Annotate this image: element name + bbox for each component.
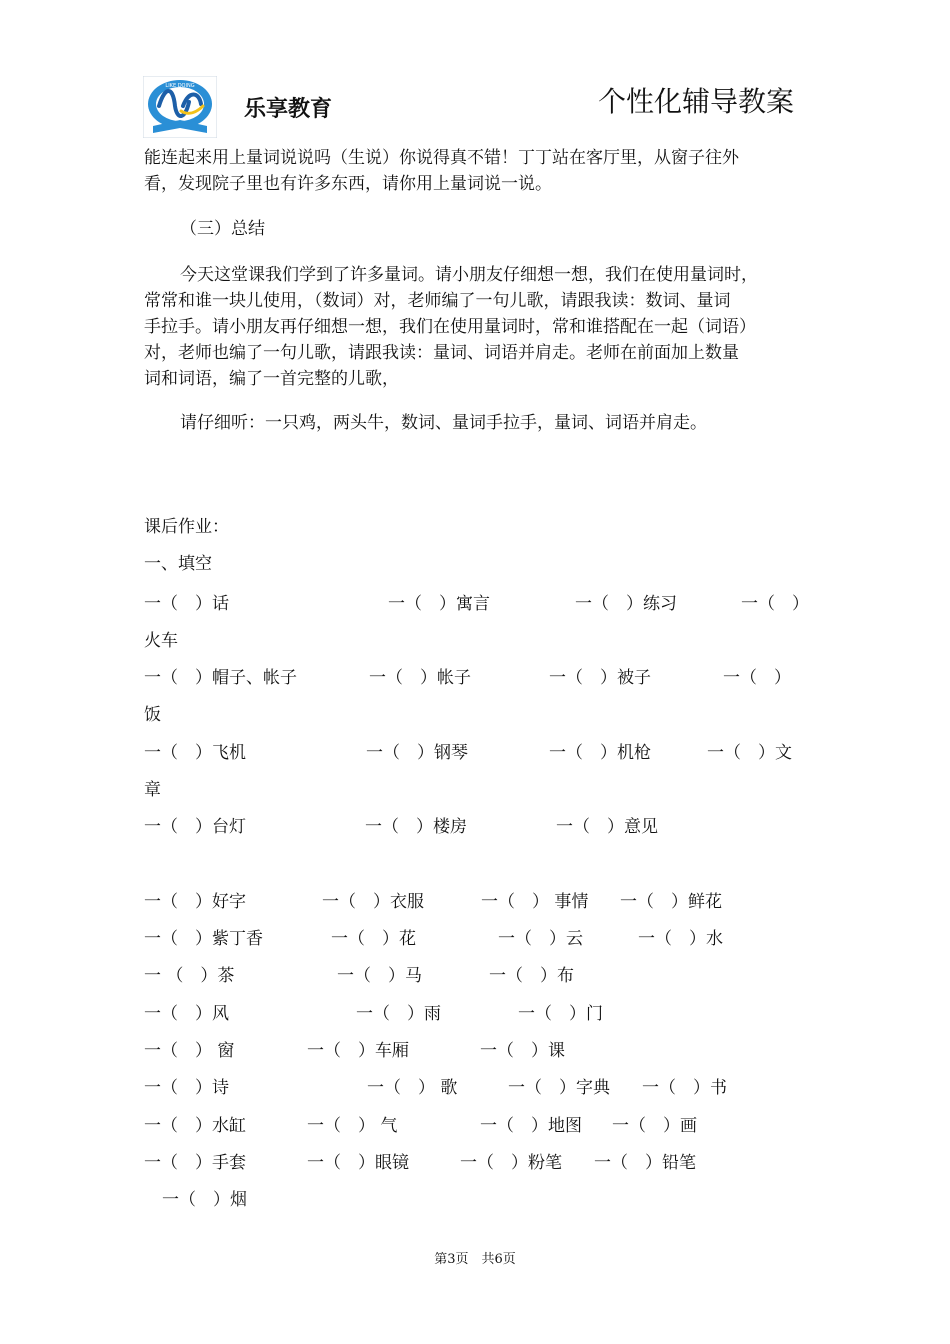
- exercise-item: 一（ ）机枪: [549, 743, 651, 763]
- exercise-item: 一（ ）好字: [144, 892, 246, 912]
- exercise-item: 一（ ）风: [144, 1004, 229, 1024]
- exercise-item: 一（ ）地图: [480, 1116, 582, 1136]
- exercise-item: 一（ ）钢琴: [366, 743, 468, 763]
- exercise-item: 一（ ）楼房: [365, 817, 467, 837]
- exercise-item: 一（ ）布: [489, 966, 574, 986]
- exercise-item: 一（ ）被子: [549, 668, 651, 688]
- exercise-item: 一（ ）水缸: [144, 1116, 246, 1136]
- paragraph-line: 手拉手。请小朋友再仔细想一想，我们在使用量词时，常和谁搭配在一起（词语）: [144, 317, 756, 337]
- exercise-item: 一（ ）帐子: [369, 668, 471, 688]
- exercise-item: 一（ ） 事情: [481, 892, 589, 912]
- homework-title: 课后作业：: [144, 517, 229, 537]
- page-header-title: 个性化辅导教案: [598, 85, 795, 118]
- exercise-item: 一（ ） 窗: [144, 1041, 235, 1061]
- exercise-item: 一（ ）字典: [508, 1078, 610, 1098]
- exercise-item: 一（ ）粉笔: [460, 1153, 562, 1173]
- exercise-item: 章: [144, 780, 161, 800]
- exercise-item: 一（ ）画: [612, 1116, 697, 1136]
- exercise-item: 一（ ）云: [498, 929, 583, 949]
- exercise-item: 一（ ）台灯: [144, 817, 246, 837]
- exercise-item: 一（ ）雨: [356, 1004, 441, 1024]
- exercise-item: 一（ ）课: [480, 1041, 565, 1061]
- exercise-item: 一（ ）花: [331, 929, 416, 949]
- exercise-item: 一（ ）紫丁香: [144, 929, 263, 949]
- exercise-item: 一（ ）寓言: [388, 594, 490, 614]
- exercise-item: 一（ ）门: [518, 1004, 603, 1024]
- paragraph-line: 看，发现院子里也有许多东西，请你用上量词说一说。: [144, 174, 552, 194]
- exercise-item: 一（ ）: [741, 594, 809, 614]
- exercise-item: 一（ ）: [723, 668, 791, 688]
- exercise-item: 一（ ）飞机: [144, 743, 246, 763]
- exercise-item: 一（ ）书: [642, 1078, 727, 1098]
- exercise-item: 一（ ）手套: [144, 1153, 246, 1173]
- exercise-item: 一（ ）车厢: [307, 1041, 409, 1061]
- homework-subtitle: 一、填空: [144, 554, 212, 574]
- exercise-item: 火车: [144, 631, 178, 651]
- logo-text: LIKE DOING: [165, 83, 195, 89]
- exercise-item: 一（ ）话: [144, 594, 229, 614]
- page-footer: 第3页 共6页: [434, 1252, 516, 1267]
- exercise-item: 一（ ）马: [337, 966, 422, 986]
- exercise-item: 一（ ） 气: [307, 1116, 398, 1136]
- section-heading: （三）总结: [180, 219, 265, 239]
- paragraph-line: 今天这堂课我们学到了许多量词。请小朋友仔细想一想，我们在使用量词时，: [180, 265, 758, 285]
- exercise-item: 一（ ）衣服: [322, 892, 424, 912]
- exercise-item: 一（ ）意见: [556, 817, 658, 837]
- exercise-item: 一（ ）鲜花: [620, 892, 722, 912]
- paragraph-line: 常常和谁一块儿使用，（数词）对，老师编了一句儿歌，请跟我读：数词、量词: [144, 291, 731, 311]
- book-swirl-logo-icon: [143, 76, 217, 138]
- paragraph-line: 对，老师也编了一句儿歌，请跟我读：量词、词语并肩走。老师在前面加上数量: [144, 343, 739, 363]
- exercise-item: 一（ ）烟: [162, 1190, 247, 1210]
- exercise-item: 一（ ）文: [707, 743, 792, 763]
- paragraph-line: 能连起来用上量词说说吗（生说）你说得真不错！丁丁站在客厅里，从窗子往外: [144, 148, 739, 168]
- exercise-item: 一（ ）水: [638, 929, 723, 949]
- exercise-item: 一（ ）练习: [575, 594, 677, 614]
- logo: [143, 76, 217, 138]
- brand-name: 乐享教育: [244, 97, 333, 122]
- exercise-item: 饭: [144, 705, 161, 725]
- exercise-item: 一（ ）帽子、帐子: [144, 668, 297, 688]
- paragraph-line: 请仔细听：一只鸡，两头牛，数词、量词手拉手，量词、词语并肩走。: [180, 413, 707, 433]
- exercise-item: 一（ ）铅笔: [594, 1153, 696, 1173]
- exercise-item: 一（ ）诗: [144, 1078, 229, 1098]
- paragraph-line: 词和词语，编了一首完整的儿歌，: [144, 369, 399, 389]
- exercise-item: 一 （ ）茶: [144, 966, 235, 986]
- exercise-item: 一（ ） 歌: [367, 1078, 458, 1098]
- exercise-item: 一（ ）眼镜: [307, 1153, 409, 1173]
